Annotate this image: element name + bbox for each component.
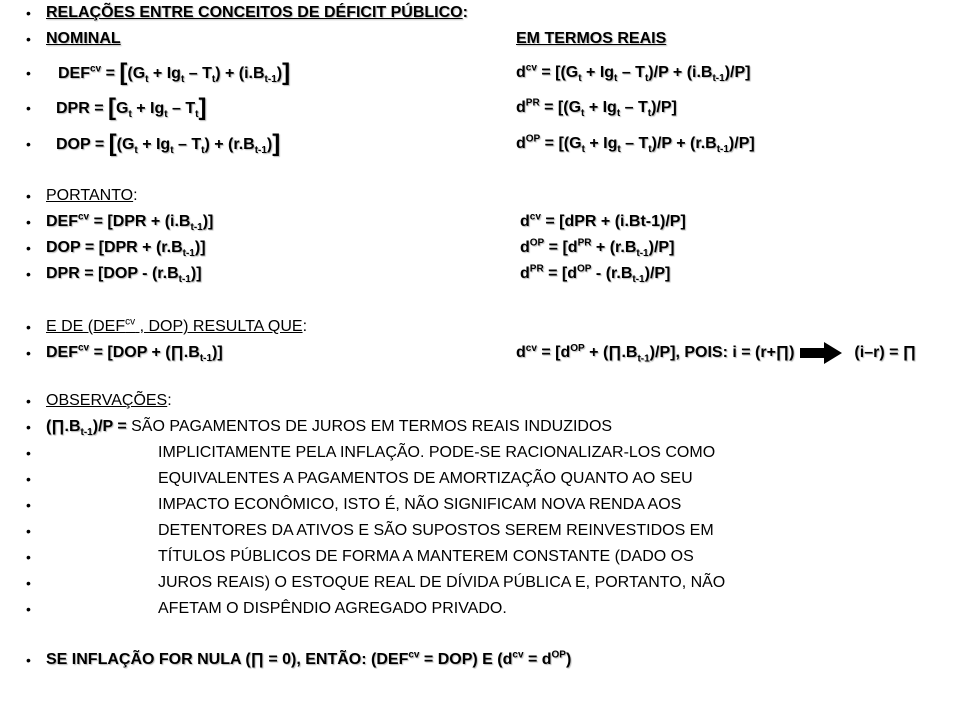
bullet: •	[26, 523, 31, 539]
line-obs-1: • $(\prod.B_{t-1})/P$ = SÃO PAGAMENTOS DE JUROS EM TERMOS REAIS INDUZIDOS	[26, 418, 613, 439]
formula-def-real: $d^{cv} = [(G_t + Ig_t - T_t)/P + (i.B_{t-1})/P]$	[516, 62, 751, 85]
formula-def-nominal: $DEF^{cv} = [(G_t + Ig_t - T_t) + (i.B_{t-1})]$	[58, 59, 291, 86]
line-portanto-3	[26, 261, 956, 287]
formula-dop-real: $d^{OP} = [(G_t + Ig_t - T_t)/P + (r.B_{t-1})/P]$	[516, 133, 755, 156]
bullet: •	[26, 240, 31, 256]
line-e-de: • E DE ($DEF^{cv}$ , DOP) RESULTA QUE:	[26, 316, 308, 335]
bullet: •	[26, 214, 31, 230]
formula-dpr-real: $d^{PR} = [(G_t + Ig_t - T_t)/P]$	[516, 97, 677, 120]
final-statement: SE INFLAÇÃO FOR NULA (∏ = 0), ENTÃO: $(DEF^{cv} = DOP)$ E $(d^{cv} = d^{OP})$	[46, 649, 572, 668]
observacoes-label: OBSERVAÇÕES	[46, 392, 168, 409]
bullet: •	[26, 65, 31, 81]
formula-r1-nominal: $DEF^{cv} = [DOP$ + $(\prod.B_{t-1})$]	[46, 342, 223, 365]
bullet: •	[26, 419, 31, 435]
bullet: •	[26, 471, 31, 487]
bullet: •	[26, 549, 31, 565]
line-final	[26, 647, 956, 673]
line-obs-2: • IMPLICITAMENTE PELA INFLAÇÃO. PODE-SE RACIONALIZAR-LOS COMO	[26, 444, 716, 461]
line-title: • RELAÇÕES ENTRE CONCEITOS DE DÉFICIT PÚBLICO:	[26, 4, 468, 21]
header-nominal: NOMINAL	[46, 30, 121, 47]
line-obs-3: • EQUIVALENTES A PAGAMENTOS DE AMORTIZAÇÃO QUANTO AO SEU	[26, 470, 693, 487]
formula-p2-nominal: DOP = $[DPR + (r.B_{t-1})]$	[46, 239, 206, 260]
header-real: EM TERMOS REAIS	[516, 30, 667, 47]
line-obs-5: • DETENTORES DA ATIVOS E SÃO SUPOSTOS SEREM REINVESTIDOS EM	[26, 522, 714, 539]
line-obs-6: • TÍTULOS PÚBLICOS DE FORMA A MANTEREM CONSTANTE (DADO OS	[26, 548, 694, 565]
bullet: •	[26, 601, 31, 617]
portanto-label: PORTANTO	[46, 187, 134, 204]
formula-p3-nominal: DPR = $[DOP - (r.B_{t-1})]$	[46, 265, 202, 286]
line-portanto: • PORTANTO:	[26, 187, 138, 204]
bullet: •	[26, 497, 31, 513]
e-de-label: E DE ($DEF^{cv}$ , DOP) RESULTA QUE	[46, 316, 303, 335]
bullet: •	[26, 100, 31, 116]
formula-p1-nominal: $DEF^{cv} = [DPR + (i.B_{t-1})]$	[46, 211, 214, 234]
line-observacoes: • OBSERVAÇÕES:	[26, 392, 172, 409]
bullet: •	[26, 188, 31, 204]
bullet: •	[26, 445, 31, 461]
right-arrow-icon	[800, 342, 842, 364]
formula-dop-nominal: DOP = $[(G_t + Ig_t - T_t) + (r.B_{t-1})]$	[56, 130, 281, 157]
bullet: •	[26, 345, 31, 361]
bullet: •	[26, 5, 31, 21]
line-obs-7: • JUROS REAIS) O ESTOQUE REAL DE DÍVIDA PÚBLICA E, PORTANTO, NÃO	[26, 574, 726, 591]
line-obs-4: • IMPACTO ECONÔMICO, ISTO É, NÃO SIGNIFICAM NOVA RENDA AOS	[26, 496, 682, 513]
line-result	[26, 340, 956, 366]
bullet: •	[26, 31, 31, 47]
line-obs-8: • AFETAM O DISPÊNDIO AGREGADO PRIVADO.	[26, 600, 507, 617]
bullet: •	[26, 575, 31, 591]
title-text: RELAÇÕES ENTRE CONCEITOS DE DÉFICIT PÚBLICO	[46, 4, 463, 21]
bullet: •	[26, 319, 31, 335]
formula-p2-real: $d^{OP} = [d^{PR} + (r.B_{t-1})/P]$	[520, 237, 675, 260]
formula-p3-real: $d^{PR} = [d^{OP} - (r.B_{t-1})/P]$	[520, 263, 671, 286]
line-dpr	[26, 92, 956, 124]
line-portanto-2	[26, 235, 956, 261]
bullet: •	[26, 652, 31, 668]
bullet: •	[26, 136, 31, 152]
line-headers	[26, 26, 956, 52]
formula-p1-real: $d^{cv} = [dPR + (i.Bt-1)/P]$	[520, 211, 686, 230]
bullet: •	[26, 266, 31, 282]
formula-dpr-nominal: DPR = $[G_t + Ig_t - T_t]$	[56, 94, 207, 121]
line-def-cv	[26, 56, 956, 90]
bullet: •	[26, 393, 31, 409]
line-portanto-1	[26, 209, 956, 235]
line-dop	[26, 128, 956, 160]
formula-r1-real: $d^{cv} = [d^{OP}$ + $(\prod.B_{t-1})/P$], POIS: i = (r+∏) (i–r) = ∏	[516, 342, 917, 365]
